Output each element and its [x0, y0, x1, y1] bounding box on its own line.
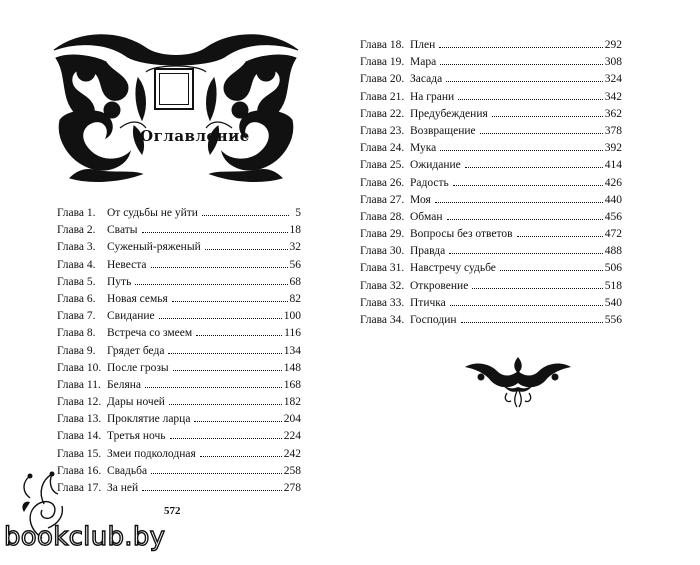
toc-entry — [360, 157, 622, 174]
toc-page-number: 278 — [283, 482, 301, 494]
toc-chapter-label: Глава 15. — [57, 447, 102, 460]
toc-chapter-title: Проклятие ларца — [107, 413, 191, 426]
toc-chapter-title: От судьбы не уйти — [107, 207, 198, 219]
toc-dot-leader — [517, 226, 603, 237]
toc-dot-leader — [205, 239, 288, 250]
toc-chapter-title: Мука — [410, 142, 437, 155]
toc-entry — [57, 360, 301, 377]
toc-page-number: 258 — [283, 464, 301, 477]
toc-page-number: 518 — [604, 279, 622, 292]
toc-page-number: 116 — [284, 327, 301, 340]
page-number: 572 — [164, 505, 181, 517]
toc-chapter-label: Глава 19. — [360, 56, 405, 69]
toc-dot-leader — [461, 312, 603, 323]
toc-chapter-title: Господин — [410, 314, 457, 326]
toc-chapter-title: Третья ночь — [107, 430, 166, 443]
toc-entry — [57, 308, 301, 325]
toc-page-number: 378 — [604, 124, 622, 137]
toc-page-number: 182 — [283, 396, 301, 409]
toc-dot-leader — [173, 360, 282, 371]
toc-chapter-label: Глава 9. — [57, 344, 96, 357]
toc-chapter-label: Глава 7. — [57, 310, 96, 323]
toc-chapter-title: Суженый-ряженый — [107, 241, 201, 254]
toc-entry — [57, 239, 301, 256]
toc-dot-leader — [450, 295, 603, 306]
toc-page-number: 456 — [604, 210, 622, 223]
toc-entry — [57, 325, 301, 342]
toc-chapter-label: Глава 11. — [57, 378, 101, 391]
toc-chapter-title: Ожидание — [410, 159, 461, 172]
toc-entry — [57, 343, 301, 360]
toc-chapter-label: Глава 1. — [57, 207, 96, 219]
toc-page-number: 224 — [283, 430, 301, 443]
toc-chapter-title: Возвращение — [410, 124, 476, 137]
toc-page-number: 472 — [604, 228, 622, 241]
toc-entry — [57, 205, 301, 222]
toc-chapter-title: После грозы — [107, 361, 169, 374]
toc-chapter-label: Глава 2. — [57, 224, 96, 237]
toc-page-number: 100 — [283, 310, 301, 323]
end-floral-ornament — [463, 355, 573, 410]
toc-chapter-title: Моя — [410, 193, 431, 206]
toc-chapter-title: Вопросы без ответов — [410, 228, 513, 241]
toc-entry — [360, 295, 622, 312]
toc-page-number: 540 — [604, 296, 622, 309]
toc-chapter-label: Глава 16. — [57, 464, 102, 477]
toc-page-number: 68 — [289, 275, 301, 288]
toc-page-number: 134 — [283, 344, 301, 357]
toc-chapter-label: Глава 14. — [57, 430, 102, 443]
toc-chapter-label: Глава 8. — [57, 327, 96, 340]
toc-page-number: 324 — [604, 73, 622, 86]
toc-chapter-title: Грядет беда — [107, 344, 165, 357]
toc-entry — [57, 257, 301, 274]
toc-chapter-title: Свидание — [107, 310, 155, 323]
toc-dot-leader — [172, 291, 288, 302]
toc-dot-leader — [480, 123, 603, 134]
toc-dot-leader — [465, 157, 603, 168]
toc-entry — [57, 222, 301, 239]
toc-chapter-label: Глава 27. — [360, 193, 405, 206]
toc-dot-leader — [142, 222, 288, 233]
toc-chapter-label: Глава 26. — [360, 176, 405, 189]
toc-dot-leader — [135, 274, 287, 285]
toc-chapter-title: Предубеждения — [410, 107, 488, 120]
toc-dot-leader — [202, 205, 289, 216]
toc-chapter-title: Невеста — [107, 258, 147, 271]
toc-chapter-label: Глава 30. — [360, 245, 405, 258]
toc-entry — [57, 291, 301, 308]
toc-dot-leader — [435, 192, 603, 203]
toc-entry — [360, 140, 622, 157]
toc-dot-leader — [439, 37, 602, 48]
toc-entry — [57, 463, 301, 480]
toc-dot-leader — [196, 325, 282, 336]
toc-dot-leader — [453, 175, 603, 186]
toc-chapter-title: Свадьба — [107, 464, 148, 477]
toc-page-number: 506 — [604, 262, 622, 275]
toc-chapter-label: Глава 10. — [57, 361, 102, 374]
toc-chapter-label: Глава 12. — [57, 396, 102, 409]
toc-page-number: 56 — [289, 258, 301, 271]
toc-chapter-label: Глава 13. — [57, 413, 102, 426]
toc-entry — [360, 312, 622, 329]
toc-entry — [360, 54, 622, 71]
toc-chapter-title: Встреча со змеем — [107, 327, 193, 340]
toc-chapter-title: Откровение — [410, 279, 469, 292]
toc-dot-leader — [446, 71, 603, 82]
bookclub-watermark: bookclub.by — [4, 522, 166, 552]
toc-chapter-title: За ней — [107, 482, 139, 494]
toc-dot-leader — [159, 308, 282, 319]
toc-chapter-title: Обман — [410, 210, 443, 223]
toc-chapter-title: Сваты — [107, 224, 138, 237]
toc-entry — [360, 175, 622, 192]
toc-page-number: 488 — [604, 245, 622, 258]
toc-dot-leader — [440, 54, 603, 65]
toc-chapter-label: Глава 5. — [57, 275, 96, 288]
toc-chapter-label: Глава 23. — [360, 124, 405, 137]
toc-dot-leader — [447, 209, 603, 220]
toc-chapter-title: Беляна — [107, 378, 141, 391]
toc-entry — [360, 106, 622, 123]
toc-dot-leader — [500, 260, 603, 271]
toc-page-number: 5 — [295, 207, 301, 219]
toc-chapter-title: Плен — [410, 39, 436, 51]
toc-chapter-title: Засада — [410, 73, 443, 86]
toc-chapter-label: Глава 3. — [57, 241, 96, 254]
toc-entry — [360, 260, 622, 277]
toc-entry — [57, 480, 301, 497]
toc-chapter-label: Глава 33. — [360, 296, 405, 309]
toc-dot-leader — [151, 257, 288, 268]
toc-entry — [57, 411, 301, 428]
toc-chapter-label: Глава 4. — [57, 258, 96, 271]
toc-chapter-label: Глава 25. — [360, 159, 405, 172]
toc-entry — [360, 71, 622, 88]
table-of-contents-left — [57, 205, 301, 497]
toc-chapter-label: Глава 24. — [360, 142, 405, 155]
toc-dot-leader — [170, 428, 282, 439]
toc-chapter-title: Новая семья — [107, 292, 168, 305]
toc-chapter-title: Мара — [410, 56, 437, 69]
toc-chapter-label: Глава 20. — [360, 73, 405, 86]
toc-entry — [57, 377, 301, 394]
toc-chapter-label: Глава 18. — [360, 39, 405, 51]
toc-chapter-title: Змеи подколодная — [107, 447, 196, 460]
toc-page-number: 414 — [604, 159, 622, 172]
toc-entry — [57, 428, 301, 445]
toc-page-number: 18 — [289, 224, 301, 237]
toc-chapter-title: Правда — [410, 245, 446, 258]
toc-entry — [57, 274, 301, 291]
toc-chapter-label: Глава 6. — [57, 292, 96, 305]
toc-page-number: 426 — [604, 176, 622, 189]
toc-page-number: 204 — [283, 413, 301, 426]
toc-chapter-title: Радость — [410, 176, 449, 189]
toc-chapter-title: Путь — [107, 275, 132, 288]
toc-entry — [360, 278, 622, 295]
toc-chapter-title: Дары ночей — [107, 396, 165, 409]
toc-dot-leader — [472, 278, 602, 289]
toc-page-number: 168 — [283, 378, 301, 391]
toc-dot-leader — [142, 480, 282, 491]
toc-chapter-label: Глава 32. — [360, 279, 405, 292]
toc-dot-leader — [169, 394, 282, 405]
toc-page-number: 82 — [289, 292, 301, 305]
toc-entry — [57, 446, 301, 463]
toc-dot-leader — [440, 140, 603, 151]
toc-dot-leader — [168, 343, 281, 354]
toc-page-number: 32 — [289, 241, 301, 254]
toc-page-number: 242 — [283, 447, 301, 460]
toc-entry — [360, 37, 622, 54]
toc-chapter-label: Глава 28. — [360, 210, 405, 223]
toc-chapter-title: Навстречу судьбе — [410, 262, 496, 275]
toc-chapter-label: Глава 34. — [360, 314, 405, 326]
toc-dot-leader — [151, 463, 282, 474]
toc-entry — [360, 123, 622, 140]
toc-chapter-title: Птичка — [410, 296, 446, 309]
toc-dot-leader — [492, 106, 603, 117]
toc-page-number: 292 — [604, 39, 622, 51]
toc-page-number: 556 — [604, 314, 622, 326]
toc-chapter-label: Глава 31. — [360, 262, 405, 275]
toc-page-number: 392 — [604, 142, 622, 155]
toc-dot-leader — [458, 89, 603, 100]
toc-entry — [360, 209, 622, 226]
toc-dot-leader — [194, 411, 281, 422]
toc-page-number: 440 — [604, 193, 622, 206]
toc-entry — [360, 243, 622, 260]
table-of-contents-right — [360, 37, 622, 329]
toc-dot-leader — [145, 377, 282, 388]
toc-page-number: 362 — [604, 107, 622, 120]
toc-chapter-label: Глава 22. — [360, 107, 405, 120]
right-page — [350, 0, 700, 565]
toc-page-number: 148 — [283, 361, 301, 374]
toc-chapter-label: Глава 29. — [360, 228, 405, 241]
toc-entry — [360, 192, 622, 209]
toc-entry — [360, 89, 622, 106]
toc-chapter-title: На грани — [410, 90, 455, 103]
contents-title: Оглавление — [140, 127, 250, 145]
toc-entry — [360, 226, 622, 243]
book-frame-icon — [154, 68, 194, 110]
toc-page-number: 342 — [604, 90, 622, 103]
toc-entry — [57, 394, 301, 411]
toc-dot-leader — [449, 243, 602, 254]
toc-dot-leader — [200, 446, 282, 457]
toc-chapter-label: Глава 17. — [57, 482, 102, 494]
toc-chapter-label: Глава 21. — [360, 90, 405, 103]
toc-page-number: 308 — [604, 56, 622, 69]
